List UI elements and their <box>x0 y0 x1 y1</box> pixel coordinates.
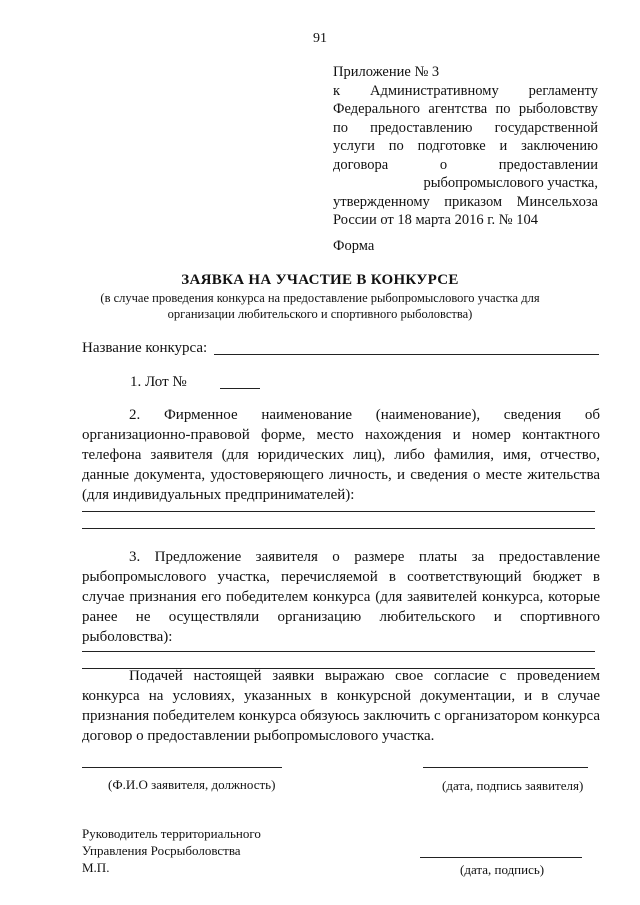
form-label: Форма <box>333 238 375 254</box>
page-number: 91 <box>313 31 327 46</box>
lot-number-field[interactable] <box>220 388 260 389</box>
applicant-info-field-2[interactable] <box>82 528 595 529</box>
appendix-line: рыбопромыслового участка, <box>423 175 598 191</box>
appendix-line: утвержденному приказом Минсельхоза <box>333 193 598 210</box>
document-title: ЗАЯВКА НА УЧАСТИЕ В КОНКУРСЕ <box>181 272 459 288</box>
consent-text: Подачей настоящей заявки выражаю свое согласие с проведением конкурса на условиях, указанных в конкурсной документации, и в случае признания победителем конкурса обязуюсь заключить с организатором конкурса договор о предоставлении рыбопромыслового участка. <box>82 668 600 744</box>
fee-offer-field-1[interactable] <box>82 651 595 652</box>
contest-name-field[interactable] <box>214 354 599 355</box>
appendix-line: по предоставлению государственной <box>333 119 598 136</box>
head-title-line: Управления Росрыболовства <box>82 843 241 858</box>
applicant-sign-field[interactable] <box>423 767 588 768</box>
appendix-block <box>333 63 598 230</box>
item-3-text: 3. Предложение заявителя о размере платы за предоставление рыбопромыслового участка, перечисляемой в соответствующий бюджет в случае признания его победителем конкурса (для заявителей конкурса, которые ранее не осуществляли организацию любительского и спортивного рыболовства): <box>82 549 600 645</box>
appendix-line: Федерального агентства по рыболовству <box>333 101 598 117</box>
appendix-line: договора о предоставлении <box>333 156 598 173</box>
head-title-line: Руководитель территориального <box>82 826 261 841</box>
item-2-text: 2. Фирменное наименование (наименование), сведения об организационно-правовой форме, место нахождения и номер контактного телефона заявителя (для юридических лиц), либо фамилия, имя, отчество, данные документа, удостоверяющего личность, и сведения о месте жительства (для индивидуальных предпринимателей): <box>82 407 600 503</box>
sig-fio-caption: (Ф.И.О заявителя, должность) <box>108 777 276 792</box>
appendix-line: Приложение № 3 <box>333 64 440 80</box>
document-subtitle: (в случае проведения конкурса на предоставление рыбопромыслового участка для организации любительского и спортивного рыболовства) <box>100 291 540 321</box>
sig-date-caption: (дата, подпись) <box>460 862 545 877</box>
applicant-name-field[interactable] <box>82 767 282 768</box>
appendix-line: России от 18 марта 2016 г. № 104 <box>333 212 539 228</box>
head-sign-field[interactable] <box>420 857 582 858</box>
applicant-info-field-1[interactable] <box>82 511 595 512</box>
appendix-line: к Административному регламенту <box>333 82 598 99</box>
contest-name-label: Название конкурса: <box>82 340 208 356</box>
lot-label: 1. Лот № <box>130 374 187 390</box>
seal-label: М.П. <box>82 860 110 875</box>
appendix-line: услуги по подготовке и заключению <box>333 138 598 154</box>
sig-date-applicant-caption: (дата, подпись заявителя) <box>442 778 584 793</box>
